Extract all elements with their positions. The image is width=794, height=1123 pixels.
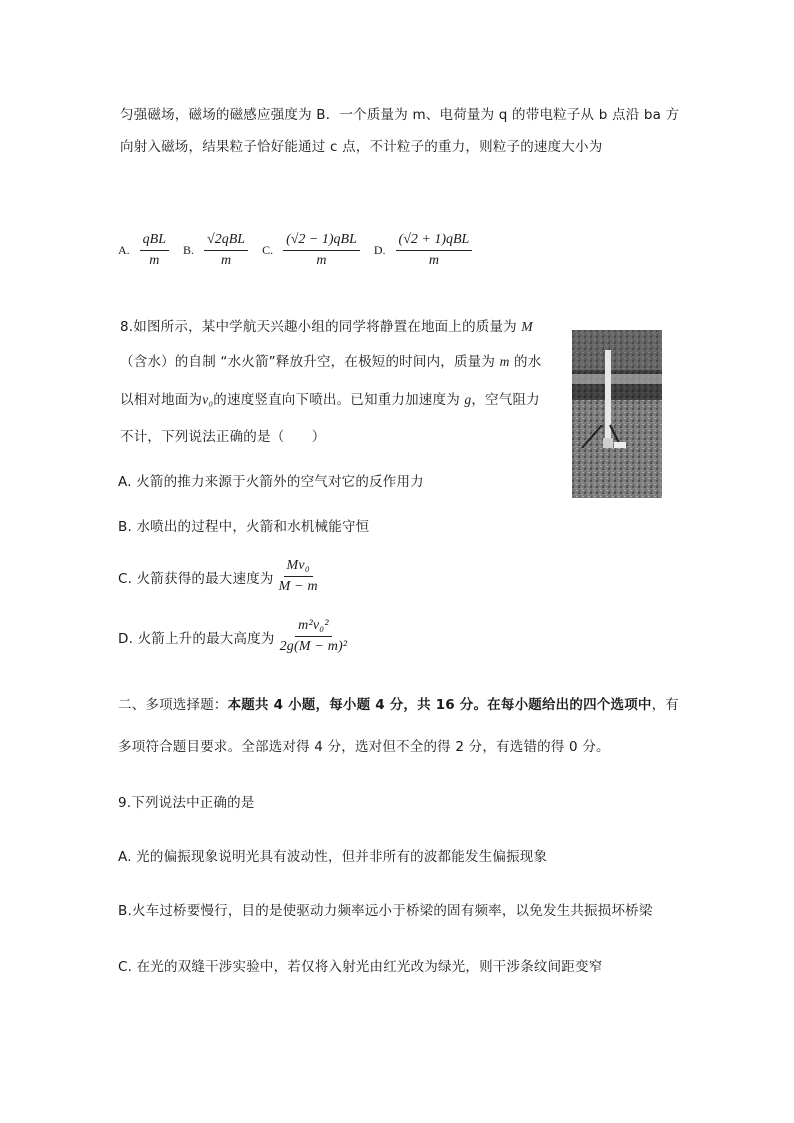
q7-option-c-denominator: m — [316, 253, 327, 268]
q7-stem-line1: 匀强磁场，磁场的磁感应强度为 B．一个质量为 m、电荷量为 q 的带电粒子从 b 点沿 ba 方 — [120, 107, 680, 123]
q7-option-d — [374, 232, 474, 269]
q7-option-b-numerator: √2qBL — [204, 232, 248, 251]
section2-heading-line2: 多项符合题目要求。全部选对得 4 分，选对但不全的得 2 分，有选错的得 0 分。 — [118, 739, 610, 755]
q7-stem-line2: 向射入磁场，结果粒子恰好能通过 c 点，不计粒子的重力，则粒子的速度大小为 — [120, 139, 603, 155]
q7-option-d-label: D. — [373, 243, 386, 257]
q8-line2-tail: 的水 — [514, 354, 542, 370]
q8-line3-tail: ，空气阻力 — [471, 392, 540, 408]
q8-option-c — [118, 558, 323, 595]
q7-option-a-denominator: m — [149, 253, 160, 268]
q7-option-c-label: C. — [262, 243, 274, 257]
q8-line3-text: 以相对地面为 — [120, 392, 203, 408]
q7-option-a-fraction — [140, 232, 169, 269]
q8-option-c-fraction — [276, 558, 321, 595]
q8-line1-text: 8.如图所示，某中学航天兴趣小组的同学将静置在地面上的质量为 — [120, 319, 517, 335]
q8-var-m: m — [499, 354, 510, 369]
q7-option-d-denominator: m — [428, 253, 439, 268]
q8-option-c-numerator: Mv₀ — [284, 558, 313, 577]
q8-option-d-denominator: 2g(M − m)² — [279, 639, 348, 654]
q8-option-b: B. 水喷出的过程中，火箭和水机械能守恒 — [118, 519, 370, 535]
q8-option-d-fraction — [277, 618, 351, 655]
q8-option-d-numerator: m²v₀² — [295, 618, 332, 637]
section2-desc-tail: ，有 — [651, 697, 679, 713]
q8-option-d-text: D. 火箭上升的最大高度为 — [118, 630, 275, 647]
q7-option-d-numerator: (√2 + 1)qBL — [396, 232, 473, 251]
q9-option-b: B.火车过桥要慢行，目的是使驱动力频率远小于桥梁的固有频率，以免发生共振损坏桥梁 — [118, 903, 653, 919]
section2-heading-line1 — [118, 693, 679, 713]
q7-option-c — [262, 232, 362, 269]
q8-line2-text: （含水）的自制 “水火箭”释放升空，在极短的时间内，质量为 — [120, 354, 496, 370]
q8-line3-mid: 的速度竖直向下喷出。已知重力加速度为 — [213, 392, 460, 408]
q8-stem-line4: 不计，下列说法正确的是（ ） — [120, 429, 326, 445]
q7-options — [118, 232, 486, 269]
q8-option-c-text: C. 火箭获得的最大速度为 — [118, 570, 274, 587]
q8-stem-line3 — [120, 388, 540, 408]
q8-option-c-denominator: M − m — [278, 579, 318, 594]
q9-stem: 9.下列说法中正确的是 — [118, 795, 255, 811]
section2-title: 二、多项选择题： — [118, 697, 228, 713]
q7-option-a-numerator: qBL — [140, 232, 169, 251]
q7-option-b-label: B. — [183, 243, 195, 257]
q8-option-a: A. 火箭的推力来源于火箭外的空气对它的反作用力 — [118, 474, 424, 490]
section2-emphasis: 四个选项中 — [583, 697, 652, 713]
section2-desc: 本题共 4 小题，每小题 4 分，共 16 分。在每小题给出的 — [227, 697, 584, 713]
q9-option-a: A. 光的偏振现象说明光具有波动性，但并非所有的波都能发生偏振现象 — [118, 849, 548, 865]
q7-option-c-fraction — [283, 232, 360, 269]
q8-stem-line2 — [120, 350, 541, 370]
q7-option-d-fraction — [396, 232, 473, 269]
q8-var-v0: v₀ — [202, 392, 214, 407]
q8-var-M: M — [521, 319, 533, 334]
q7-option-a-label: A. — [118, 243, 130, 257]
q8-var-g: g — [464, 392, 472, 407]
q7-option-b — [183, 232, 250, 269]
q8-stem-line1 — [120, 315, 533, 335]
q7-option-a — [118, 232, 171, 269]
q7-option-b-denominator: m — [220, 253, 232, 268]
q8-option-d — [118, 618, 352, 655]
q9-option-c: C. 在光的双缝干涉实验中，若仅将入射光由红光改为绿光，则干涉条纹间距变窄 — [118, 959, 603, 975]
q7-option-b-fraction — [204, 232, 248, 269]
q7-option-c-numerator: (√2 − 1)qBL — [283, 232, 360, 251]
water-rocket-photo — [572, 330, 662, 498]
